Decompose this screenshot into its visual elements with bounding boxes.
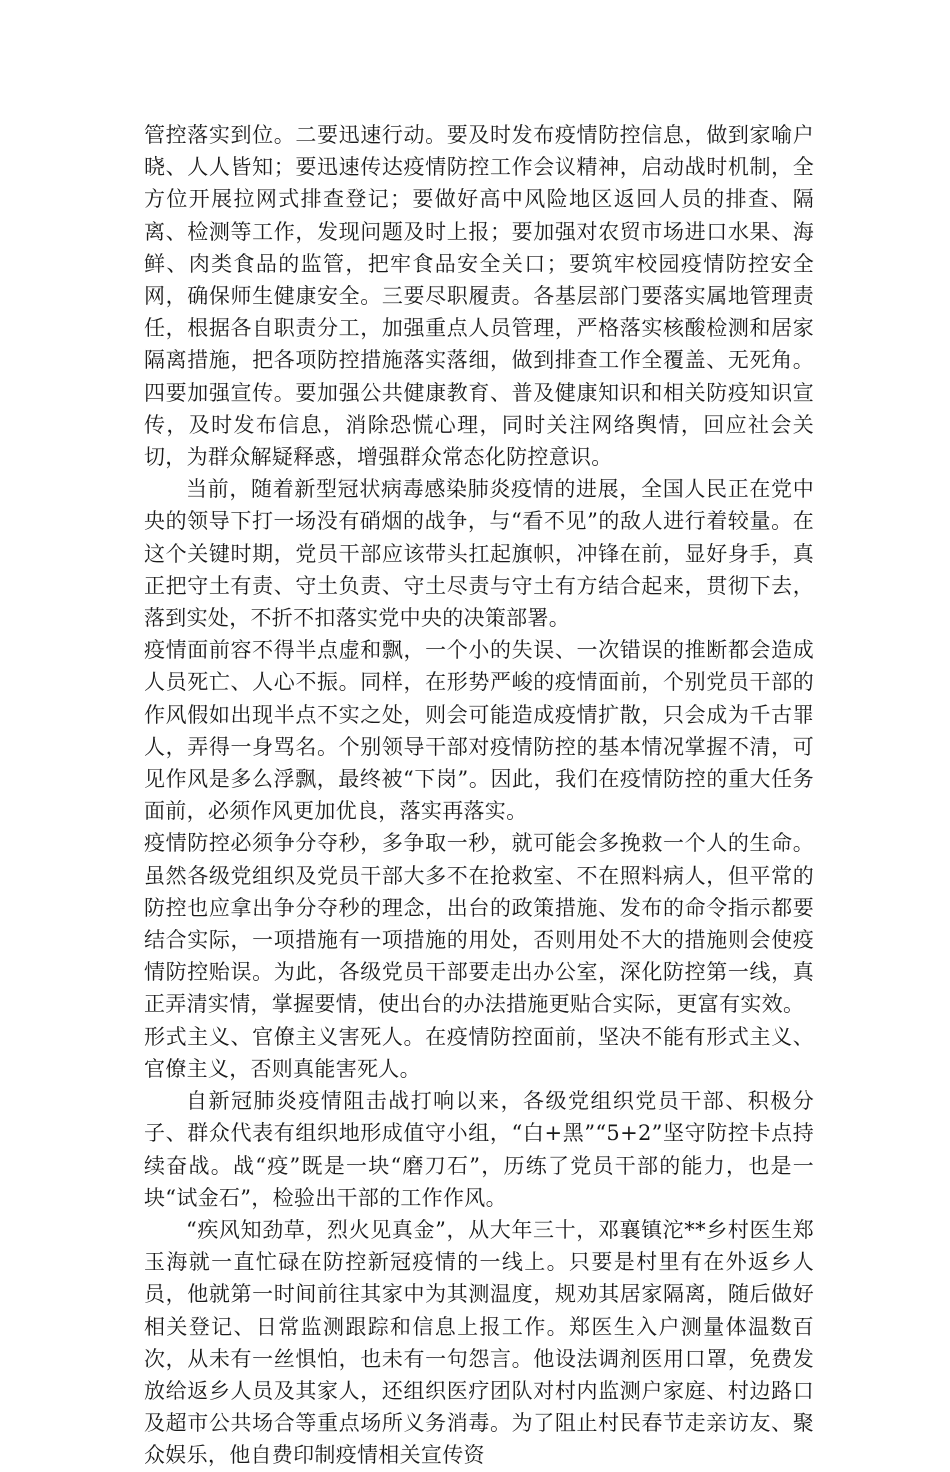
paragraph: “疾风知劲草，烈火见真金”，从大年三十，邓襄镇沱**乡村医生郑玉海就一直忙碌在防控新冠疫情的一线上。只要是村里有在外返乡人员，他就第一时间前往其家中为其测温度，规劝其居家隔离，随后做好相关登记、日常监测跟踪和信息上报工作。郑医生入户测量体温数百次，从未有一丝惧怕，也未有一句怨言。他设法调剂医用口罩，免费发放给返乡人员及其家人，还组织医疗团队对村内监测户家庭、村边路口及超市公共场合等重点场所义务消毒。为了阻止村民春节走亲访友、聚众娱乐，他自费印制疫情相关宣传资 — [144, 1217, 814, 1468]
paragraph: 疫情面前容不得半点虚和飘，一个小的失误、一次错误的推断都会造成人员死亡、人心不振。同样，在形势严峻的疫情面前，个别党员干部的作风假如出现半点不实之处，则会可能造成疫情扩散，只会成为千古罪人，弄得一身骂名。个别领导干部对疫情防控的基本情况掌握不清，可见作风是多么浮飘，最终被“下岗”。因此，我们在疫情防控的重大任务面前，必须作风更加优良，落实再落实。 — [144, 638, 814, 824]
paragraph: 当前，随着新型冠状病毒感染肺炎疫情的进展，全国人民正在党中央的领导下打一场没有硝烟的战争，与“看不见”的敌人进行着较量。在这个关键时期，党员干部应该带头扛起旗帜，冲锋在前，显好身手，真正把守土有责、守土负责、守土尽责与守土有方结合起来，贯彻下去，落到实处，不折不扣落实党中央的决策部署。 — [144, 477, 814, 631]
paragraph: 疫情防控必须争分夺秒，多争取一秒，就可能会多挽救一个人的生命。虽然各级党组织及党员干部大多不在抢救室、不在照料病人，但平常的防控也应拿出争分夺秒的理念，出台的政策措施、发布的命令指示都要结合实际，一项措施有一项措施的用处，否则用处不大的措施则会使疫情防控贻误。为此，各级党员干部要走出办公室，深化防控第一线，真正弄清实情，掌握要情，使出台的办法措施更贴合实际，更富有实效。 — [144, 831, 814, 1017]
paragraph: 自新冠肺炎疫情阻击战打响以来，各级党组织党员干部、积极分子、群众代表有组织地形成值守小组，“白+黑”“5+2”坚守防控卡点持续奋战。战“疫”既是一块“磨刀石”，历练了党员干部的能力，也是一块“试金石”，检验出干部的工作作风。 — [144, 1089, 814, 1210]
paragraph: 管控落实到位。二要迅速行动。要及时发布疫情防控信息，做到家喻户晓、人人皆知；要迅速传达疫情防控工作会议精神，启动战时机制，全方位开展拉网式排查登记；要做好高中风险地区返回人员的排查、隔离、检测等工作，发现问题及时上报；要加强对农贸市场进口水果、海鲜、肉类食品的监管，把牢食品安全关口；要筑牢校园疫情防控安全网，确保师生健康安全。三要尽职履责。各基层部门要落实属地管理责任，根据各自职责分工，加强重点人员管理，严格落实核酸检测和居家隔离措施，把各项防控措施落实落细，做到排查工作全覆盖、无死角。四要加强宣传。要加强公共健康教育、普及健康知识和相关防疫知识宣传，及时发布信息，消除恐慌心理，同时关注网络舆情，回应社会关切，为群众解疑释惑，增强群众常态化防控意识。 — [144, 123, 814, 470]
paragraph: 形式主义、官僚主义害死人。在疫情防控面前，坚决不能有形式主义、官僚主义，否则真能害死人。 — [144, 1024, 814, 1081]
document-body — [144, 119, 814, 1472]
